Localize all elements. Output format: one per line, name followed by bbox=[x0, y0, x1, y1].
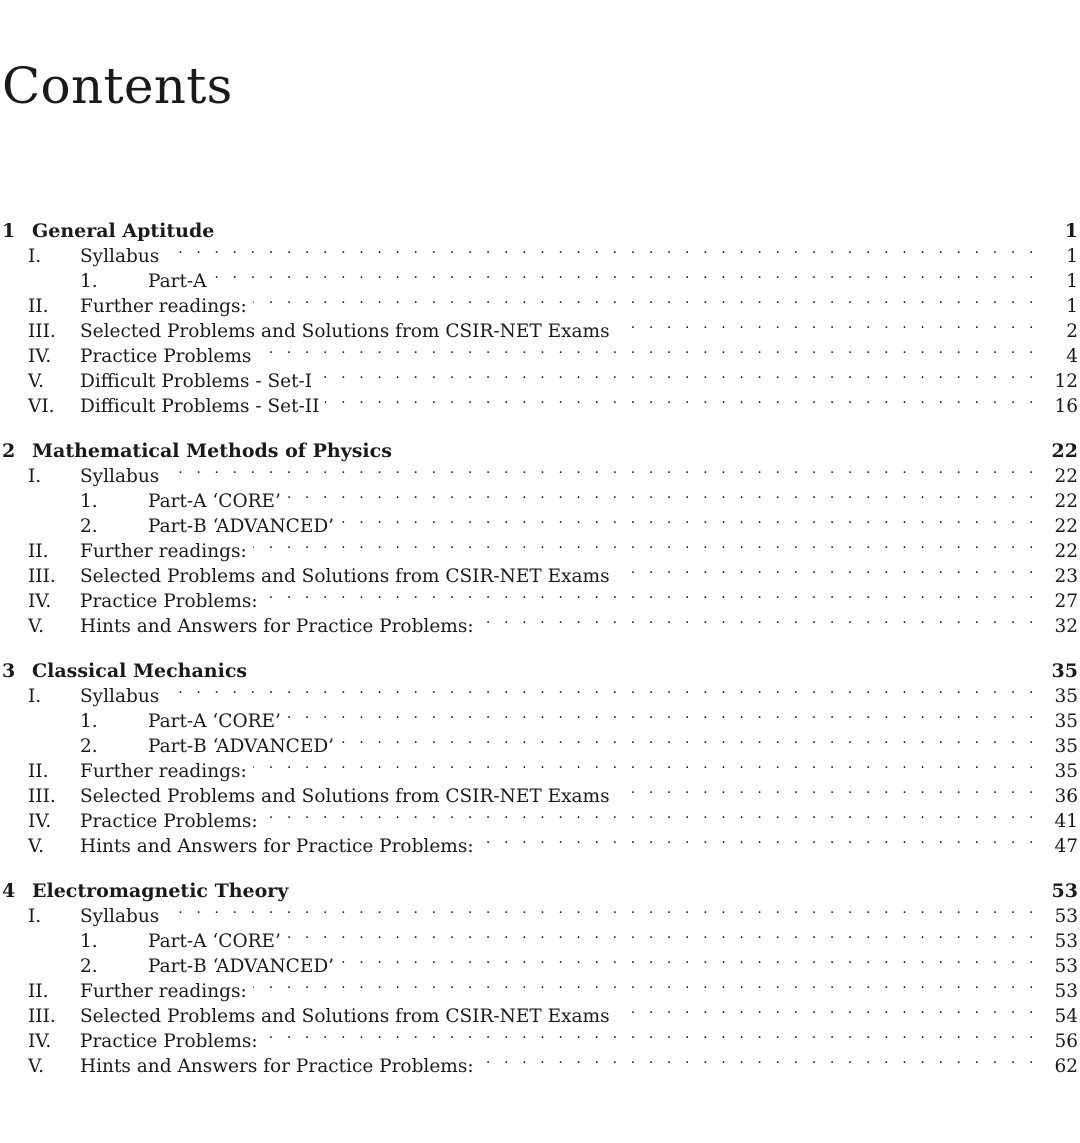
section-page-number: 41 bbox=[1054, 811, 1078, 832]
section-page-number: 56 bbox=[1054, 1031, 1078, 1052]
section-title: Selected Problems and Solutions from CSIR-NET Exams bbox=[80, 566, 610, 587]
toc-section-entry[interactable] bbox=[0, 312, 1080, 342]
toc-section-entry[interactable] bbox=[0, 827, 1080, 857]
section-page-number: 22 bbox=[1054, 466, 1078, 487]
dot-leader bbox=[287, 702, 1038, 727]
section-page-number: 53 bbox=[1054, 906, 1078, 927]
dot-leader bbox=[616, 557, 1038, 582]
toc-section-entry[interactable] bbox=[0, 1022, 1080, 1052]
section-title: Syllabus bbox=[80, 466, 160, 487]
section-page-number: 53 bbox=[1054, 931, 1078, 952]
section-page-number: 22 bbox=[1054, 491, 1078, 512]
dot-leader bbox=[253, 752, 1038, 777]
section-title: Syllabus bbox=[80, 906, 160, 927]
dot-leader bbox=[253, 652, 1038, 677]
section-number: III. bbox=[28, 566, 56, 587]
toc-section-entry[interactable] bbox=[0, 752, 1080, 782]
section-title: Practice Problems: bbox=[80, 1031, 258, 1052]
subsection-title: Part-A ‘CORE’ bbox=[148, 491, 281, 512]
section-page-number: 32 bbox=[1054, 616, 1078, 637]
section-page-number: 1 bbox=[1066, 271, 1078, 292]
section-title: Selected Problems and Solutions from CSIR-NET Exams bbox=[80, 786, 610, 807]
section-number: I. bbox=[28, 686, 42, 707]
section-page-number: 27 bbox=[1054, 591, 1078, 612]
subsection-number: 2. bbox=[80, 956, 98, 977]
dot-leader bbox=[264, 802, 1038, 827]
dot-leader bbox=[287, 922, 1038, 947]
section-title: Hints and Answers for Practice Problems: bbox=[80, 616, 474, 637]
section-page-number: 35 bbox=[1054, 711, 1078, 732]
section-title: Hints and Answers for Practice Problems: bbox=[80, 1056, 474, 1077]
dot-leader bbox=[318, 362, 1038, 387]
chapter-title: Mathematical Methods of Physics bbox=[32, 440, 392, 462]
subsection-number: 2. bbox=[80, 516, 98, 537]
toc-section-entry[interactable] bbox=[0, 387, 1080, 417]
dot-leader bbox=[213, 262, 1038, 287]
dot-leader bbox=[253, 287, 1038, 312]
section-number: I. bbox=[28, 246, 42, 267]
subsection-title: Part-B ‘ADVANCED’ bbox=[148, 956, 335, 977]
section-number: IV. bbox=[28, 811, 52, 832]
section-page-number: 35 bbox=[1054, 686, 1078, 707]
toc-chapter-entry[interactable] bbox=[0, 652, 1080, 682]
toc-section-entry[interactable] bbox=[0, 287, 1080, 317]
section-number: II. bbox=[28, 296, 49, 317]
chapter-number: 1 bbox=[2, 220, 16, 242]
dot-leader bbox=[480, 1047, 1038, 1072]
section-title: Practice Problems: bbox=[80, 591, 258, 612]
section-title: Practice Problems bbox=[80, 346, 252, 367]
dot-leader bbox=[253, 972, 1038, 997]
dot-leader bbox=[340, 727, 1038, 752]
section-page-number: 4 bbox=[1066, 346, 1078, 367]
section-page-number: 35 bbox=[1054, 761, 1078, 782]
section-page-number: 1 bbox=[1066, 296, 1078, 317]
section-number: IV. bbox=[28, 346, 52, 367]
toc-section-entry[interactable] bbox=[0, 1047, 1080, 1077]
section-title: Difficult Problems - Set-I bbox=[80, 371, 313, 392]
section-number: IV. bbox=[28, 1031, 52, 1052]
dot-leader bbox=[398, 432, 1038, 457]
section-number: III. bbox=[28, 1006, 56, 1027]
dot-leader bbox=[480, 827, 1038, 852]
section-page-number: 23 bbox=[1054, 566, 1078, 587]
dot-leader bbox=[480, 607, 1038, 632]
dot-leader bbox=[294, 872, 1038, 897]
page-title: Contents bbox=[2, 57, 233, 115]
section-number: III. bbox=[28, 786, 56, 807]
toc-chapter-entry[interactable] bbox=[0, 432, 1080, 462]
section-number: III. bbox=[28, 321, 56, 342]
section-number: I. bbox=[28, 906, 42, 927]
section-page-number: 22 bbox=[1054, 516, 1078, 537]
section-page-number: 47 bbox=[1054, 836, 1078, 857]
section-number: V. bbox=[28, 836, 45, 857]
subsection-title: Part-B ‘ADVANCED’ bbox=[148, 736, 335, 757]
toc-section-entry[interactable] bbox=[0, 557, 1080, 587]
dot-leader bbox=[287, 482, 1038, 507]
dot-leader bbox=[616, 777, 1038, 802]
dot-leader bbox=[257, 337, 1038, 362]
toc-chapter bbox=[0, 212, 1080, 417]
section-page-number: 35 bbox=[1054, 736, 1078, 757]
toc-section-entry[interactable] bbox=[0, 607, 1080, 637]
dot-leader bbox=[264, 1022, 1038, 1047]
chapter-title: General Aptitude bbox=[32, 220, 215, 242]
section-page-number: 62 bbox=[1054, 1056, 1078, 1077]
chapter-number: 4 bbox=[2, 880, 16, 902]
toc-chapter bbox=[0, 652, 1080, 857]
toc-section-entry[interactable] bbox=[0, 802, 1080, 832]
toc-subsection-entry[interactable] bbox=[0, 507, 1080, 537]
section-page-number: 2 bbox=[1066, 321, 1078, 342]
section-page-number: 16 bbox=[1054, 396, 1078, 417]
dot-leader bbox=[616, 997, 1038, 1022]
toc-section-entry[interactable] bbox=[0, 582, 1080, 612]
section-title: Difficult Problems - Set-II bbox=[80, 396, 320, 417]
toc-section-entry[interactable] bbox=[0, 457, 1080, 487]
dot-leader bbox=[264, 582, 1038, 607]
subsection-number: 2. bbox=[80, 736, 98, 757]
section-page-number: 53 bbox=[1054, 981, 1078, 1002]
section-title: Syllabus bbox=[80, 686, 160, 707]
chapter-title: Electromagnetic Theory bbox=[32, 880, 289, 902]
toc-subsection-entry[interactable] bbox=[0, 482, 1080, 512]
chapter-page-number: 53 bbox=[1051, 880, 1078, 902]
toc-chapter bbox=[0, 432, 1080, 637]
section-page-number: 53 bbox=[1054, 956, 1078, 977]
dot-leader bbox=[253, 532, 1038, 557]
subsection-title: Part-A ‘CORE’ bbox=[148, 711, 281, 732]
toc-subsection-entry[interactable] bbox=[0, 262, 1080, 292]
toc-section-entry[interactable] bbox=[0, 532, 1080, 562]
section-title: Selected Problems and Solutions from CSIR-NET Exams bbox=[80, 1006, 610, 1027]
section-title: Further readings: bbox=[80, 541, 247, 562]
section-page-number: 12 bbox=[1054, 371, 1078, 392]
section-title: Selected Problems and Solutions from CSIR-NET Exams bbox=[80, 321, 610, 342]
toc-subsection-entry[interactable] bbox=[0, 947, 1080, 977]
subsection-number: 1. bbox=[80, 931, 98, 952]
section-page-number: 1 bbox=[1066, 246, 1078, 267]
section-number: IV. bbox=[28, 591, 52, 612]
subsection-number: 1. bbox=[80, 271, 98, 292]
chapter-page-number: 1 bbox=[1064, 220, 1078, 242]
toc-chapter bbox=[0, 872, 1080, 1077]
toc-subsection-entry[interactable] bbox=[0, 727, 1080, 757]
dot-leader bbox=[165, 237, 1038, 262]
chapter-title: Classical Mechanics bbox=[32, 660, 248, 682]
dot-leader bbox=[165, 897, 1038, 922]
chapter-page-number: 35 bbox=[1051, 660, 1078, 682]
dot-leader bbox=[325, 387, 1038, 412]
section-title: Syllabus bbox=[80, 246, 160, 267]
section-page-number: 54 bbox=[1054, 1006, 1078, 1027]
section-title: Further readings: bbox=[80, 761, 247, 782]
chapter-number: 3 bbox=[2, 660, 16, 682]
toc-section-entry[interactable] bbox=[0, 337, 1080, 367]
section-number: V. bbox=[28, 616, 45, 637]
dot-leader bbox=[165, 457, 1038, 482]
table-of-contents bbox=[0, 212, 1080, 1092]
toc-chapter-entry[interactable] bbox=[0, 212, 1080, 242]
dot-leader bbox=[340, 947, 1038, 972]
subsection-title: Part-A bbox=[148, 271, 207, 292]
section-number: II. bbox=[28, 541, 49, 562]
subsection-number: 1. bbox=[80, 711, 98, 732]
section-title: Further readings: bbox=[80, 296, 247, 317]
section-title: Hints and Answers for Practice Problems: bbox=[80, 836, 474, 857]
chapter-page-number: 22 bbox=[1051, 440, 1078, 462]
toc-section-entry[interactable] bbox=[0, 777, 1080, 807]
toc-section-entry[interactable] bbox=[0, 362, 1080, 392]
section-title: Practice Problems: bbox=[80, 811, 258, 832]
toc-section-entry[interactable] bbox=[0, 897, 1080, 927]
section-number: V. bbox=[28, 371, 45, 392]
toc-section-entry[interactable] bbox=[0, 677, 1080, 707]
subsection-title: Part-B ‘ADVANCED’ bbox=[148, 516, 335, 537]
toc-chapter-entry[interactable] bbox=[0, 872, 1080, 902]
subsection-number: 1. bbox=[80, 491, 98, 512]
section-number: VI. bbox=[28, 396, 55, 417]
section-page-number: 22 bbox=[1054, 541, 1078, 562]
dot-leader bbox=[616, 312, 1038, 337]
dot-leader bbox=[340, 507, 1038, 532]
section-title: Further readings: bbox=[80, 981, 247, 1002]
toc-subsection-entry[interactable] bbox=[0, 922, 1080, 952]
toc-subsection-entry[interactable] bbox=[0, 702, 1080, 732]
toc-section-entry[interactable] bbox=[0, 237, 1080, 267]
dot-leader bbox=[220, 212, 1038, 237]
section-number: V. bbox=[28, 1056, 45, 1077]
section-page-number: 36 bbox=[1054, 786, 1078, 807]
toc-section-entry[interactable] bbox=[0, 997, 1080, 1027]
chapter-number: 2 bbox=[2, 440, 16, 462]
section-number: II. bbox=[28, 981, 49, 1002]
section-number: II. bbox=[28, 761, 49, 782]
section-number: I. bbox=[28, 466, 42, 487]
toc-section-entry[interactable] bbox=[0, 972, 1080, 1002]
dot-leader bbox=[165, 677, 1038, 702]
subsection-title: Part-A ‘CORE’ bbox=[148, 931, 281, 952]
